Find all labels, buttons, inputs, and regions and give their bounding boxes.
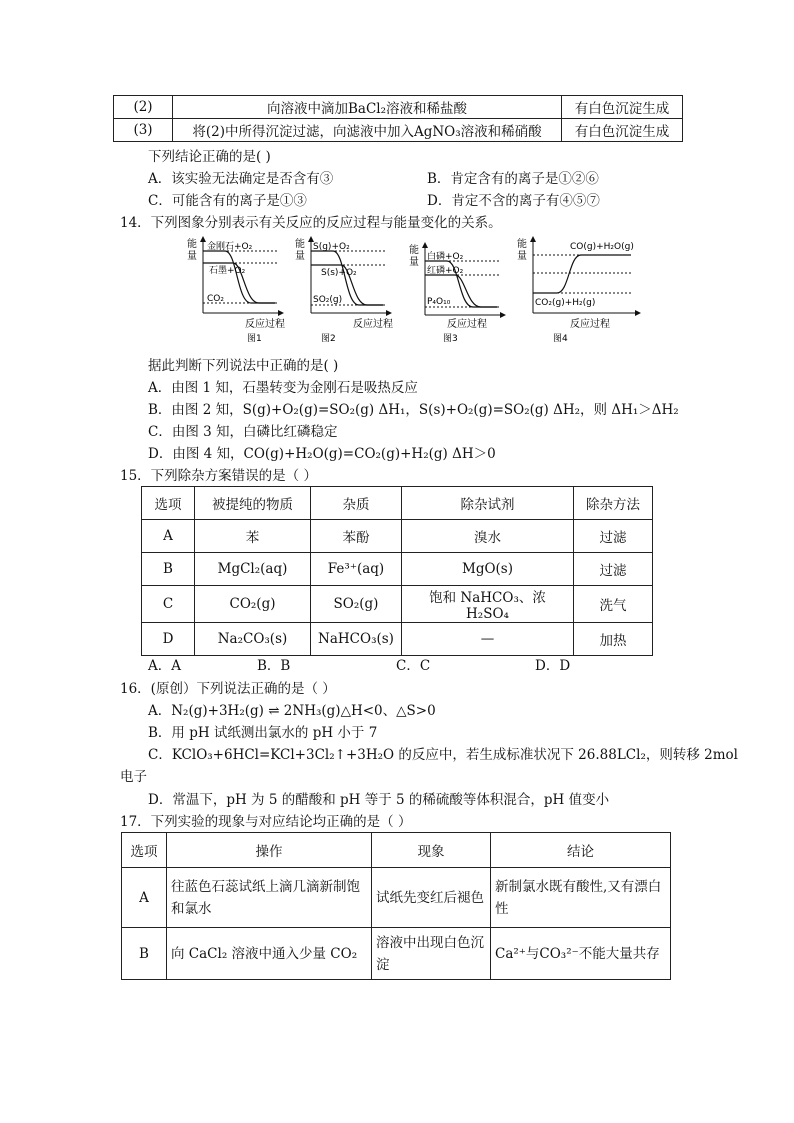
result-cell: 有白色沉淀生成 <box>562 119 683 142</box>
level-top: 金刚石+O₂ <box>207 242 253 252</box>
q15-table <box>141 486 653 656</box>
level-top: 白磷+O₂ <box>427 252 464 262</box>
figure-3 <box>409 243 505 344</box>
table-row <box>122 928 671 980</box>
q15-option-c: C．C <box>396 658 431 674</box>
table-cell: MgO(s) <box>402 553 574 586</box>
y-label: 量 <box>409 257 419 268</box>
level-bottom: CO₂ <box>207 294 224 304</box>
level-bottom: SO₂(g) <box>313 295 343 305</box>
step-cell: (2) <box>114 96 173 119</box>
table-cell: Ca²⁺与CO₃²⁻不能大量共存 <box>491 928 671 980</box>
header-cell: 杂质 <box>311 487 402 520</box>
q16-option-d: D．常温下，pH 为 5 的醋酸和 pH 等于 5 的稀硫酸等体积混合，pH 值变小 <box>148 792 610 808</box>
table-cell: 往蓝色石蕊试纸上滴几滴新制饱和氯水 <box>167 868 372 928</box>
q14-option-b: B．由图 2 知，S(g)+O₂(g)=SO₂(g) ΔH₁，S(s)+O₂(g)=SO₂(g) ΔH₂，则 ΔH₁＞ΔH₂ <box>148 402 679 418</box>
level-top: S(g)+O₂ <box>313 242 350 252</box>
x-label: 反应过程 <box>245 319 285 330</box>
table-cell: 饱和 NaHCO₃、浓 H₂SO₄ <box>402 586 574 623</box>
q13-stem: 下列结论正确的是( ) <box>148 149 271 165</box>
table-row <box>114 96 683 119</box>
table-cell: MgCl₂(aq) <box>195 553 311 586</box>
x-label: 反应过程 <box>447 319 487 330</box>
table-cell: 过滤 <box>574 553 653 586</box>
q13-option-c: C．可能含有的离子是①③ <box>148 193 307 209</box>
table-cell: 新制氯水既有酸性,又有漂白性 <box>491 868 671 928</box>
table-cell: SO₂(g) <box>311 586 402 623</box>
table-cell: B <box>122 928 167 980</box>
y-label: 量 <box>517 251 527 262</box>
figure-caption: 图4 <box>553 334 568 344</box>
q15-title: 15．下列除杂方案错误的是（ ） <box>120 468 317 484</box>
x-label: 反应过程 <box>570 319 610 330</box>
y-label: 能 <box>517 239 527 250</box>
q13-option-d: D．肯定不含的离子有④⑤⑦ <box>427 193 600 209</box>
table-cell: A <box>122 868 167 928</box>
table-cell: 溶液中出现白色沉淀 <box>372 928 491 980</box>
table-row <box>114 119 683 142</box>
table-cell: C <box>142 586 195 623</box>
q15-option-b: B．B <box>257 658 291 674</box>
q17-title: 17．下列实验的现象与对应结论均正确的是（ ） <box>120 814 412 830</box>
header-cell: 被提纯的物质 <box>195 487 311 520</box>
q14-judge: 据此判断下列说法中正确的是( ) <box>148 358 339 374</box>
figure-caption: 图2 <box>321 334 336 344</box>
table-cell: 苯酚 <box>311 520 402 553</box>
level-bottom: P₄O₁₀ <box>427 297 451 307</box>
figure-1 <box>187 237 285 344</box>
y-label: 能 <box>409 245 419 256</box>
q14-option-d: D．由图 4 知，CO(g)+H₂O(g)=CO₂(g)+H₂(g) ΔH＞0 <box>148 446 496 462</box>
q17-table <box>121 832 671 980</box>
table-row <box>142 553 653 586</box>
table-row <box>142 623 653 656</box>
result-cell: 有白色沉淀生成 <box>562 96 683 119</box>
step-cell: (3) <box>114 119 173 142</box>
table-cell: B <box>142 553 195 586</box>
level-top: CO(g)+H₂O(g) <box>570 242 634 252</box>
operation-cell: 向溶液中滴加BaCl₂溶液和稀盐酸 <box>173 96 562 119</box>
q15-option-a: A．A <box>148 658 181 674</box>
y-label: 能 <box>187 239 197 250</box>
table-row <box>142 586 653 623</box>
table-cell: 加热 <box>574 623 653 656</box>
table-cell: A <box>142 520 195 553</box>
table-row <box>142 520 653 553</box>
table-cell: Fe³⁺(aq) <box>311 553 402 586</box>
table-cell: D <box>142 623 195 656</box>
table-cell: 洗气 <box>574 586 653 623</box>
header-cell: 除杂方法 <box>574 487 653 520</box>
level-mid: 石墨+O₂ <box>209 266 246 276</box>
table-cell: 向 CaCl₂ 溶液中通入少量 CO₂ <box>167 928 372 980</box>
table-row <box>122 868 671 928</box>
y-label: 能 <box>295 239 305 250</box>
q13-option-a: A．该实验无法确定是否含有③ <box>148 171 334 187</box>
q16-option-a: A．N₂(g)+3H₂(g) ⇌ 2NH₃(g)△H<0、△S>0 <box>148 703 436 719</box>
figure-2 <box>295 237 393 344</box>
operation-cell: 将(2)中所得沉淀过滤，向滤液中加入AgNO₃溶液和稀硝酸 <box>173 119 562 142</box>
table-cell: CO₂(g) <box>195 586 311 623</box>
header-cell: 结论 <box>491 833 671 868</box>
table-header-row <box>142 487 653 520</box>
y-label: 量 <box>187 251 197 262</box>
level-mid: 红磷+O₂ <box>427 266 464 276</box>
top-table <box>113 95 683 142</box>
header-cell: 选项 <box>142 487 195 520</box>
level-mid: S(s)+O₂ <box>321 268 357 278</box>
table-cell: 溴水 <box>402 520 574 553</box>
q13-option-b: B．肯定含有的离子是①②⑥ <box>427 171 599 187</box>
header-cell: 操作 <box>167 833 372 868</box>
table-cell: NaHCO₃(s) <box>311 623 402 656</box>
table-cell: — <box>402 623 574 656</box>
figure-caption: 图3 <box>443 334 458 344</box>
table-cell: 苯 <box>195 520 311 553</box>
q16-title: 16．(原创）下列说法正确的是（ ） <box>120 681 336 697</box>
table-cell: Na₂CO₃(s) <box>195 623 311 656</box>
header-cell: 选项 <box>122 833 167 868</box>
q15-option-d: D．D <box>535 658 571 674</box>
header-cell: 现象 <box>372 833 491 868</box>
table-cell: 试纸先变红后褪色 <box>372 868 491 928</box>
header-cell: 除杂试剂 <box>402 487 574 520</box>
q16-option-b: B．用 pH 试纸测出氯水的 pH 小于 7 <box>148 725 378 741</box>
figure-caption: 图1 <box>247 334 262 344</box>
y-label: 量 <box>295 251 305 262</box>
q16-option-c-cont: 电子 <box>120 769 147 785</box>
q14-energy-figures <box>185 233 645 345</box>
x-label: 反应过程 <box>353 319 393 330</box>
level-bottom: CO₂(g)+H₂(g) <box>535 298 596 308</box>
table-header-row <box>122 833 671 868</box>
q16-option-c: C．KClO₃+6HCl=KCl+3Cl₂↑+3H₂O 的反应中，若生成标准状况下 26.88LCl₂，则转移 2mol <box>148 747 738 763</box>
q14-title: 14．下列图象分别表示有关反应的反应过程与能量变化的关系。 <box>120 215 502 231</box>
table-cell: 过滤 <box>574 520 653 553</box>
q14-option-c: C．由图 3 知，白磷比红磷稳定 <box>148 424 338 440</box>
q14-option-a: A．由图 1 知，石墨转变为金刚石是吸热反应 <box>148 380 418 396</box>
figure-4 <box>517 237 640 344</box>
